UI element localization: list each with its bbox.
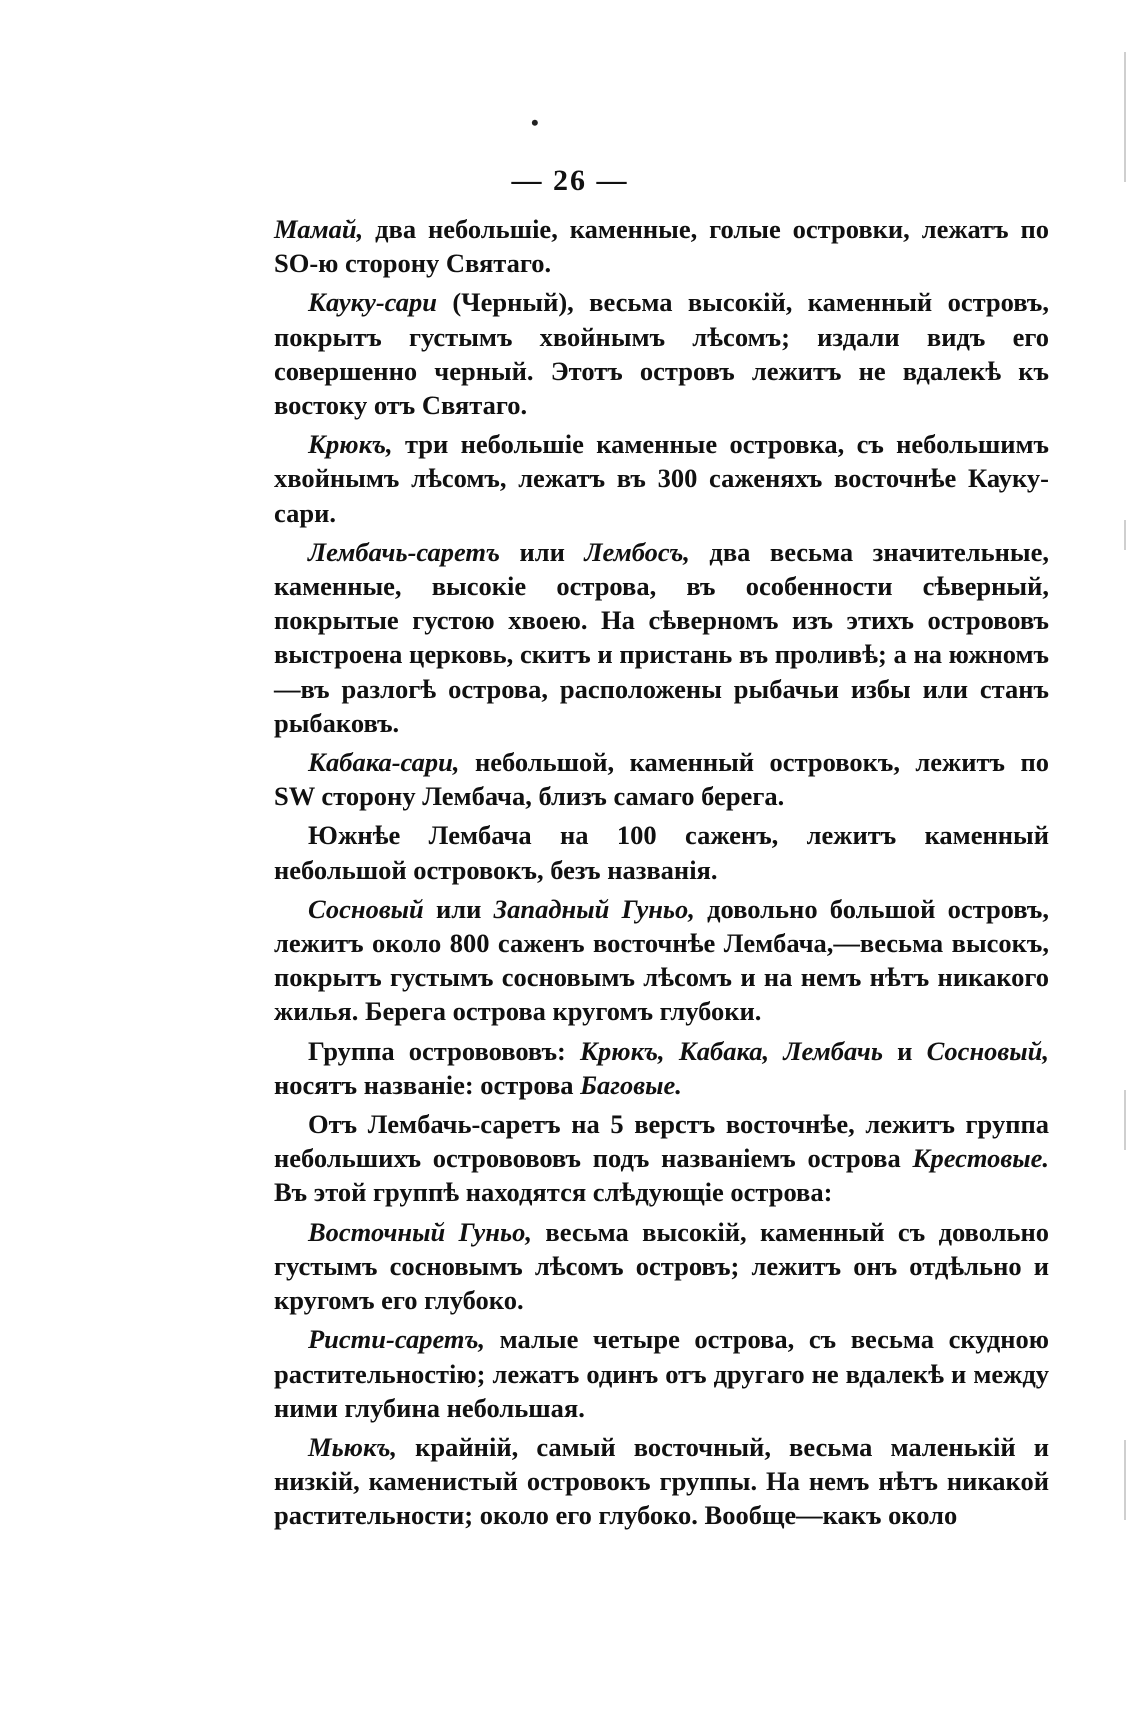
island-name: Лембачь [783,1035,883,1066]
page-edge-line [1124,520,1126,550]
island-name: Кауку-сари [308,287,437,318]
paragraph [274,1430,1049,1533]
print-mark: • [531,110,539,135]
paragraph-text: (Черный), весьма высокій, каменный островъ, покрытъ густымъ хвойнымъ лѣсомъ; издали видъ его совершенно черный. Этотъ островъ лежитъ не вдалекѣ къ востоку отъ Святаго. [274,287,1049,421]
paragraph-text: крайній, самый восточный, весьма маленькій и низкій, каменистый островокъ группы. На немъ нѣтъ никакой растительности; около его глубоко. Вообще—какъ около [274,1431,1049,1531]
island-name: Восточный Гуньо, [308,1216,533,1247]
paragraph-text: довольно большой островъ, лежитъ около 800 саженъ восточнѣе Лембача,—весьма высокъ, покрытъ густымъ сосновымъ лѣсомъ и на немъ нѣтъ никакого жилья. Берега острова кругомъ глубоки. [274,893,1049,1027]
island-name: Кабака, [678,1035,770,1066]
paragraph-text: весьма высокій, каменный съ довольно густымъ сосновымъ лѣсомъ островъ; лежитъ онъ отдѣльно и кругомъ его глубоко. [274,1216,1049,1316]
island-name: Крюкъ, [580,1035,665,1066]
paragraph-text: или [499,536,585,567]
paragraph [274,1215,1049,1318]
paragraph-text: Группа островововъ: [308,1035,581,1066]
paragraph [274,535,1049,740]
paragraph-text: два весьма значительные, каменные, высокіе острова, въ особенности сѣверный, покрытые густою хвоею. На сѣверномъ изъ этихъ острововъ выстроена церковь, скитъ и пристань въ проливѣ; а на южномъ—въ разлогѣ острова, расположены рыбачьи избы или станъ рыбаковъ. [274,536,1049,738]
paragraph-text: Въ этой группѣ находятся слѣдующіе острова: [274,1177,833,1208]
paragraph [274,1034,1049,1102]
paragraph [274,1322,1049,1425]
island-name: Крюкъ, [308,429,393,460]
paragraph-text [769,1036,783,1066]
paragraph [274,285,1049,422]
paragraph-text: Южнѣе Лембача на 100 саженъ, лежитъ каменный небольшой островокъ, безъ названія. [274,820,1049,885]
paragraph [274,892,1049,1029]
paragraph [274,1107,1049,1210]
paragraph-text: малые четыре острова, съ весьма скудною растительностію; лежатъ одинъ отъ другаго не вдалекѣ и между ними глубина небольшая. [274,1324,1049,1423]
island-name: Мьюкъ, [308,1431,398,1462]
island-name: Сосновый [308,893,424,924]
paragraph-text: два небольшіе, каменные, голые островки, лежатъ по SO-ю сторону Святаго. [274,214,1049,279]
paragraph [274,745,1049,813]
page-edge-line [1124,52,1126,182]
island-name: Западный Гуньо, [493,893,695,924]
paragraph [274,427,1049,530]
paragraph-text: носятъ названіе: острова [274,1069,581,1100]
island-name: Сосновый, [926,1035,1049,1066]
page-number: — 26 — [511,164,629,197]
island-name: Лембачь-саретъ [308,536,500,567]
island-name: Мамай, [274,214,364,244]
island-name: Ристи-саретъ, [308,1324,486,1355]
body-text [274,212,1049,1538]
paragraph [274,212,1049,280]
paragraph-text: и [882,1035,927,1066]
paragraph-text: или [423,893,494,924]
page-edge-line [1124,1440,1126,1520]
island-name: Лембосъ, [584,536,690,567]
island-name: Кабака-сари, [308,747,460,778]
paragraph-text: небольшой, каменный островокъ, лежитъ по SW сторону Лембача, близъ самаго берега. [274,747,1049,812]
island-name: Крестовые. [912,1143,1049,1174]
paragraph-text: Отъ Лембачь-саретъ на 5 верстъ восточнѣе, лежитъ группа небольшихъ островововъ подъ названіемъ острова [274,1109,1049,1174]
paragraph-text [665,1036,679,1066]
paragraph-text: три небольшіе каменные островка, съ небольшимъ хвойнымъ лѣсомъ, лежатъ въ 300 саженяхъ восточнѣе Кауку-сари. [274,429,1049,528]
island-name: Баговые. [580,1069,682,1100]
page-edge-line [1124,1090,1126,1150]
paragraph [274,818,1049,886]
